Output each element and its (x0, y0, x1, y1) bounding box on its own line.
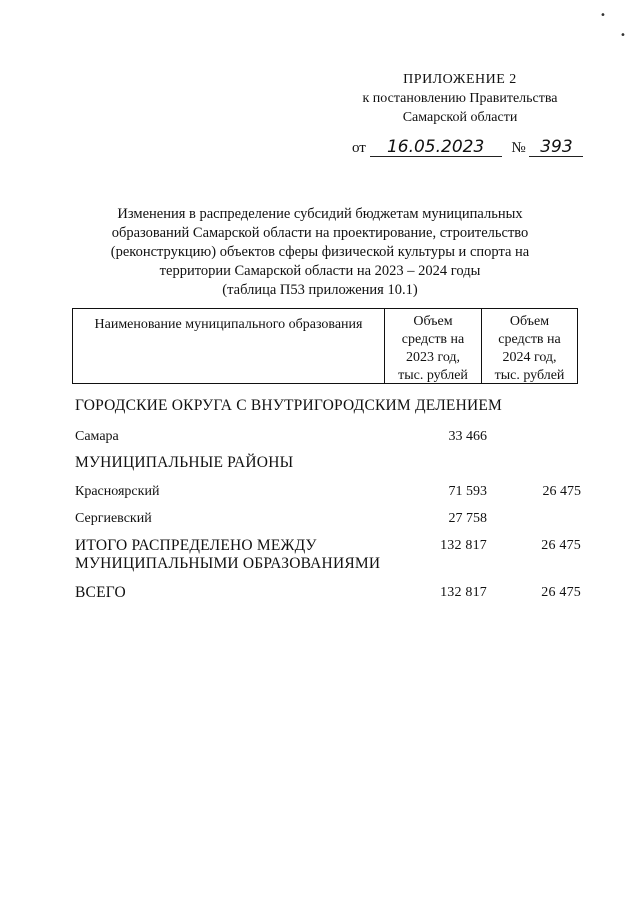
decree-number-label: № (511, 140, 526, 156)
row-name: ГОРОДСКИЕ ОКРУГА С ВНУТРИГОРОДСКИМ ДЕЛЕНИЕМ (75, 397, 503, 414)
row-value-2024: 26 475 (542, 484, 581, 499)
row-name: Самара (75, 429, 119, 444)
header-text: Объем (509, 314, 550, 329)
row-name: Сергиевский (75, 511, 152, 526)
title-line: Изменения в распределение субсидий бюджетам муниципальных (117, 206, 523, 222)
title-line: территории Самарской области на 2023 – 2024 годы (159, 263, 481, 279)
row-value-2023: 132 817 (440, 538, 487, 553)
header-text: 2023 год, (405, 350, 461, 365)
header-2023 (385, 309, 482, 383)
header-text: тыс. рублей (494, 368, 565, 383)
header-text: средств на (498, 332, 561, 347)
header-name: Наименование муниципального образования (73, 309, 385, 383)
header-text: тыс. рублей (398, 368, 468, 383)
header-text: Объем (413, 314, 453, 329)
header-text: средств на (401, 332, 465, 347)
decree-number: 393 (529, 138, 583, 157)
row-name-line: МУНИЦИПАЛЬНЫМИ ОБРАЗОВАНИЯМИ (75, 555, 381, 572)
appendix-header (330, 70, 590, 127)
row-name (75, 537, 395, 573)
row-value-2023: 132 817 (440, 585, 487, 600)
title-line: образований Самарской области на проектирование, строительство (111, 225, 529, 241)
row-value-2024: 26 475 (541, 585, 581, 600)
table-header (72, 308, 578, 384)
row-name: ВСЕГО (75, 584, 126, 601)
appendix-title: ПРИЛОЖЕНИЕ 2 (403, 72, 517, 87)
document-title (80, 205, 560, 300)
decree-line (352, 138, 583, 157)
header-2024 (482, 309, 577, 383)
row-value-2023: 71 593 (448, 484, 487, 499)
decree-from-label: от (352, 140, 366, 156)
row-value-2023: 27 758 (448, 511, 487, 526)
row-value-2024: 26 475 (541, 538, 581, 553)
row-name: МУНИЦИПАЛЬНЫЕ РАЙОНЫ (75, 454, 294, 471)
decree-date: 16.05.2023 (370, 138, 502, 157)
row-name-line: ИТОГО РАСПРЕДЕЛЕНО МЕЖДУ (75, 537, 317, 554)
scan-dot: • (620, 30, 626, 41)
header-text: 2024 год, (502, 350, 557, 365)
appendix-region: Самарской области (402, 110, 518, 125)
scan-dot: • (600, 10, 606, 21)
row-value-2023: 33 466 (448, 429, 487, 444)
row-name: Красноярский (75, 484, 160, 499)
title-line: (реконструкцию) объектов сферы физической культуры и спорта на (110, 244, 530, 260)
title-line: (таблица П53 приложения 10.1) (222, 282, 418, 298)
appendix-subtitle: к постановлению Правительства (362, 91, 558, 106)
